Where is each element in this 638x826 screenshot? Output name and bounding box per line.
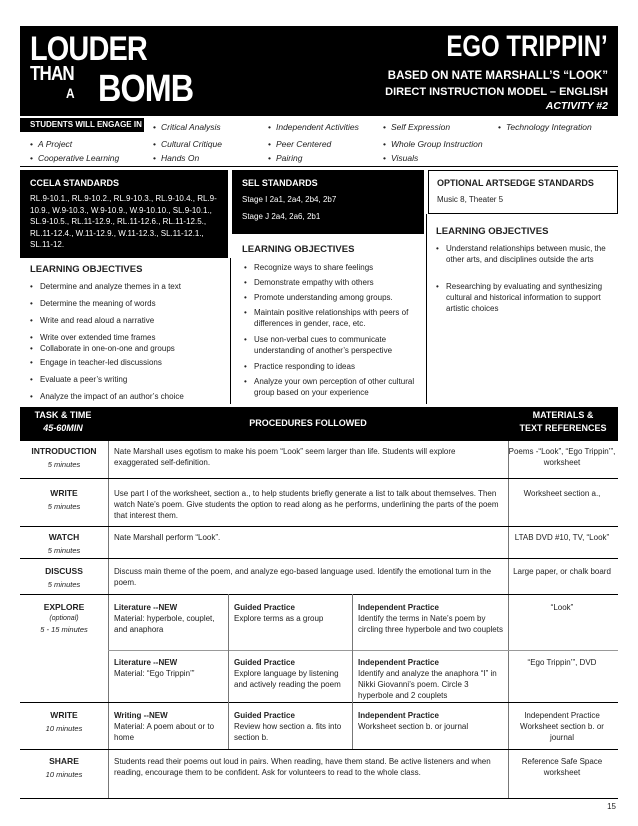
write-independent-practice: Independent Practice Worksheet section b. or journal xyxy=(358,711,469,731)
ccela-lo-item: • Write and read aloud a narrative xyxy=(30,315,225,326)
task-write xyxy=(20,488,108,511)
task-time: 5 minutes xyxy=(47,546,81,555)
sel-stage-j: Stage J 2a4, 2a6, 2b1 xyxy=(242,212,321,221)
row-divider xyxy=(20,478,618,479)
task-write xyxy=(20,710,108,733)
table-subdivider xyxy=(352,594,353,749)
procedure-text: Students read their poems out loud in pairs. When reading, have them stand. Be active listeners and when reading, encourage them to be confident. Ask for volunteers to read to the whole class. xyxy=(114,757,491,777)
sel-stage-i: Stage I 2a1, 2a4, 2b4, 2b7 xyxy=(242,195,337,204)
sel-lo-item: • Demonstrate empathy with others xyxy=(244,277,422,288)
task-name: WRITE xyxy=(50,710,78,720)
sel-title: SEL STANDARDS xyxy=(242,178,318,188)
engage-item: • Critical Analysis xyxy=(153,122,221,132)
header-materials: MATERIALS & xyxy=(532,410,594,420)
engage-item: • Hands On xyxy=(153,153,199,163)
task-time: 5 minutes xyxy=(47,460,81,469)
header-banner xyxy=(20,26,618,116)
task-introduction xyxy=(20,446,108,469)
sel-lo-item: • Promote understanding among groups. xyxy=(244,292,422,303)
task-name: INTRODUCTION xyxy=(31,446,97,456)
engage-item: • Whole Group Instruction xyxy=(383,139,483,149)
ccela-title: CCELA STANDARDS xyxy=(30,178,119,188)
sel-lo-title: LEARNING OBJECTIVES xyxy=(242,244,355,255)
engage-item: • Visuals xyxy=(383,153,418,163)
task-name: SHARE xyxy=(49,756,79,766)
sel-lo-item: • Analyze your own perception of other cultural group based on your experience xyxy=(244,376,422,398)
arts-lo-item: • Understand relationships between music, the other arts, and disciplines outside the arts xyxy=(436,243,616,265)
materials-text: Reference Safe Space worksheet xyxy=(521,757,603,777)
task-time: 5 - 15 minutes xyxy=(40,625,88,634)
subtitle-model: DIRECT INSTRUCTION MODEL – ENGLISH xyxy=(385,86,608,98)
task-optional: (optional) xyxy=(49,615,79,622)
task-explore xyxy=(20,602,108,634)
task-name: WRITE xyxy=(50,488,78,498)
ccela-lo-item: • Determine the meaning of words xyxy=(30,298,225,309)
materials-text: Poems -“Look”, “Ego Trippin’”, worksheet xyxy=(508,447,616,467)
header-procedures: PROCEDURES FOLLOWED xyxy=(249,418,367,428)
sel-lo-item: • Recognize ways to share feelings xyxy=(244,262,422,273)
engage-item: • Cultural Critique xyxy=(153,139,222,149)
procedure-text: Nate Marshall perform “Look”. xyxy=(114,533,221,542)
row-divider xyxy=(20,798,618,799)
page-number: 15 xyxy=(607,802,616,811)
row-divider xyxy=(20,526,618,527)
sel-lo-item: • Use non-verbal cues to communicate understanding of another’s perspective xyxy=(244,334,422,356)
explore-guided-practice: Guided Practice Explore terms as a group xyxy=(234,603,324,623)
table-divider xyxy=(108,441,109,798)
engage-item: • Independent Activities xyxy=(268,122,359,132)
header-text-references: TEXT REFERENCES xyxy=(519,423,607,433)
ccela-lo-item: • Determine and analyze themes in a text xyxy=(30,281,225,292)
task-name: DISCUSS xyxy=(45,566,83,576)
procedure-text: Nate Marshall uses egotism to make his poem “Look” seem larger than life. Students will explore exaggerated self-definition. xyxy=(114,447,456,467)
row-divider xyxy=(108,650,618,651)
task-name: EXPLORE xyxy=(43,602,85,612)
task-discuss xyxy=(20,566,108,589)
ccela-lo-item: • Evaluate a peer’s writing xyxy=(30,374,225,385)
engage-item: • A Project xyxy=(30,139,72,149)
explore-literature: Literature --NEW Material: hyperbole, couplet, and anaphora xyxy=(114,603,215,634)
logo-bomb: BOMB xyxy=(98,68,194,110)
materials-text: Worksheet section a., xyxy=(523,489,601,498)
ccela-lo-item: • Collaborate in one-on-one and groups xyxy=(30,343,225,354)
engage-item: • Peer Centered xyxy=(268,139,331,149)
row-divider xyxy=(20,558,618,559)
standards-divider xyxy=(230,258,231,404)
task-time: 10 minutes xyxy=(45,724,83,733)
ccela-lo-title: LEARNING OBJECTIVES xyxy=(30,264,143,275)
row-divider xyxy=(20,749,618,750)
page-title: EGO TRIPPIN’ xyxy=(446,30,608,63)
ccela-standards: RL.9-10.1., RL.9-10.2., RL.9-10.3., RL.9-10.4., RL.9-10.9., W.9-10.3., W.9-10.9., W.9-10.10., SL.9-10.1., SL.9-10.5., RL.11-12.9., RL.11-12.6., RL.11-12.5., RL.11-12.4., W.11-12.9., W.11-12.3., SL.11-12.1., SL.11-12. xyxy=(30,194,217,249)
procedures-table-header xyxy=(20,407,618,441)
ccela-panel xyxy=(20,170,228,258)
arts-standards: Music 8, Theater 5 xyxy=(437,195,504,204)
materials-text: LTAB DVD #10, TV, “Look” xyxy=(514,533,610,542)
table-subdivider xyxy=(228,594,229,749)
header-time: 45-60MIN xyxy=(43,423,83,433)
engage-item: • Cooperative Learning xyxy=(30,153,119,163)
materials-text: “Look” xyxy=(550,603,574,612)
standards-divider xyxy=(426,214,427,404)
subtitle-activity: ACTIVITY #2 xyxy=(545,100,608,112)
row-divider xyxy=(20,594,618,595)
arts-panel xyxy=(428,170,618,214)
explore-guided-practice: Guided Practice Explore language by listening and actively reading the poem xyxy=(234,658,341,689)
task-time: 5 minutes xyxy=(47,502,81,511)
procedure-text: Use part I of the worksheet, section a., to help students briefly generate a list to talk about themselves. Then watch Nate’s poem. Give students the option to read along as he performs, underlining the parts of the poem that interest them. xyxy=(114,489,499,520)
logo-louder: LOUDER xyxy=(30,30,147,68)
materials-text: Large paper, or chalk board xyxy=(513,567,611,576)
sel-panel xyxy=(232,170,424,234)
task-watch xyxy=(20,532,108,555)
task-time: 5 minutes xyxy=(47,580,81,589)
header-task: TASK & TIME xyxy=(34,410,92,420)
materials-text: Independent Practice Worksheet section b. or journal xyxy=(520,711,604,742)
ccela-lo-item: • Write over extended time frames xyxy=(30,332,225,343)
arts-lo-title: LEARNING OBJECTIVES xyxy=(436,226,549,237)
sel-lo-item: • Practice responding to ideas xyxy=(244,361,422,372)
explore-literature: Literature --NEW Material: “Ego Trippin’” xyxy=(114,658,195,678)
task-name: WATCH xyxy=(48,532,80,542)
arts-lo-item: • Researching by evaluating and synthesizing cultural and historical information to support artistic choices xyxy=(436,281,616,314)
write-writing: Writing --NEW Material: A poem about or to home xyxy=(114,711,215,742)
logo-a: A xyxy=(66,85,74,101)
engage-item: • Technology Integration xyxy=(498,122,592,132)
logo-than: THAN xyxy=(30,63,74,85)
materials-text: “Ego Trippin’”, DVD xyxy=(527,658,597,667)
write-guided-practice: Guided Practice Review how section a. fits into section b. xyxy=(234,711,342,742)
procedure-text: Discuss main theme of the poem, and analyze ego-based language used. Identify the emotional turn in the poem. xyxy=(114,567,492,587)
engage-label: STUDENTS WILL ENGAGE IN xyxy=(20,118,144,132)
engage-item: • Self Expression xyxy=(383,122,450,132)
task-share xyxy=(20,756,108,779)
engage-item: • Pairing xyxy=(268,153,302,163)
task-time: 10 minutes xyxy=(45,770,83,779)
sel-lo-item: • Maintain positive relationships with peers of differences in gender, race, etc. xyxy=(244,307,422,329)
ccela-lo-item: • Analyze the impact of an author’s choice xyxy=(30,391,225,402)
explore-independent-practice: Independent Practice Identify the terms in Nate’s poem by circling three hyperbole and two couplets xyxy=(358,603,503,634)
ccela-lo-item: • Engage in teacher-led discussions xyxy=(30,357,225,368)
arts-title: OPTIONAL ARTSEDGE STANDARDS xyxy=(437,178,594,188)
explore-independent-practice: Independent Practice Identify and analyze the anaphora “I” in Nikki Giovanni’s poem. Circle 3 hyperbole and 2 couplets xyxy=(358,658,497,700)
row-divider xyxy=(20,702,618,703)
subtitle-based-on: BASED ON NATE MARSHALL’S “LOOK” xyxy=(387,70,608,82)
